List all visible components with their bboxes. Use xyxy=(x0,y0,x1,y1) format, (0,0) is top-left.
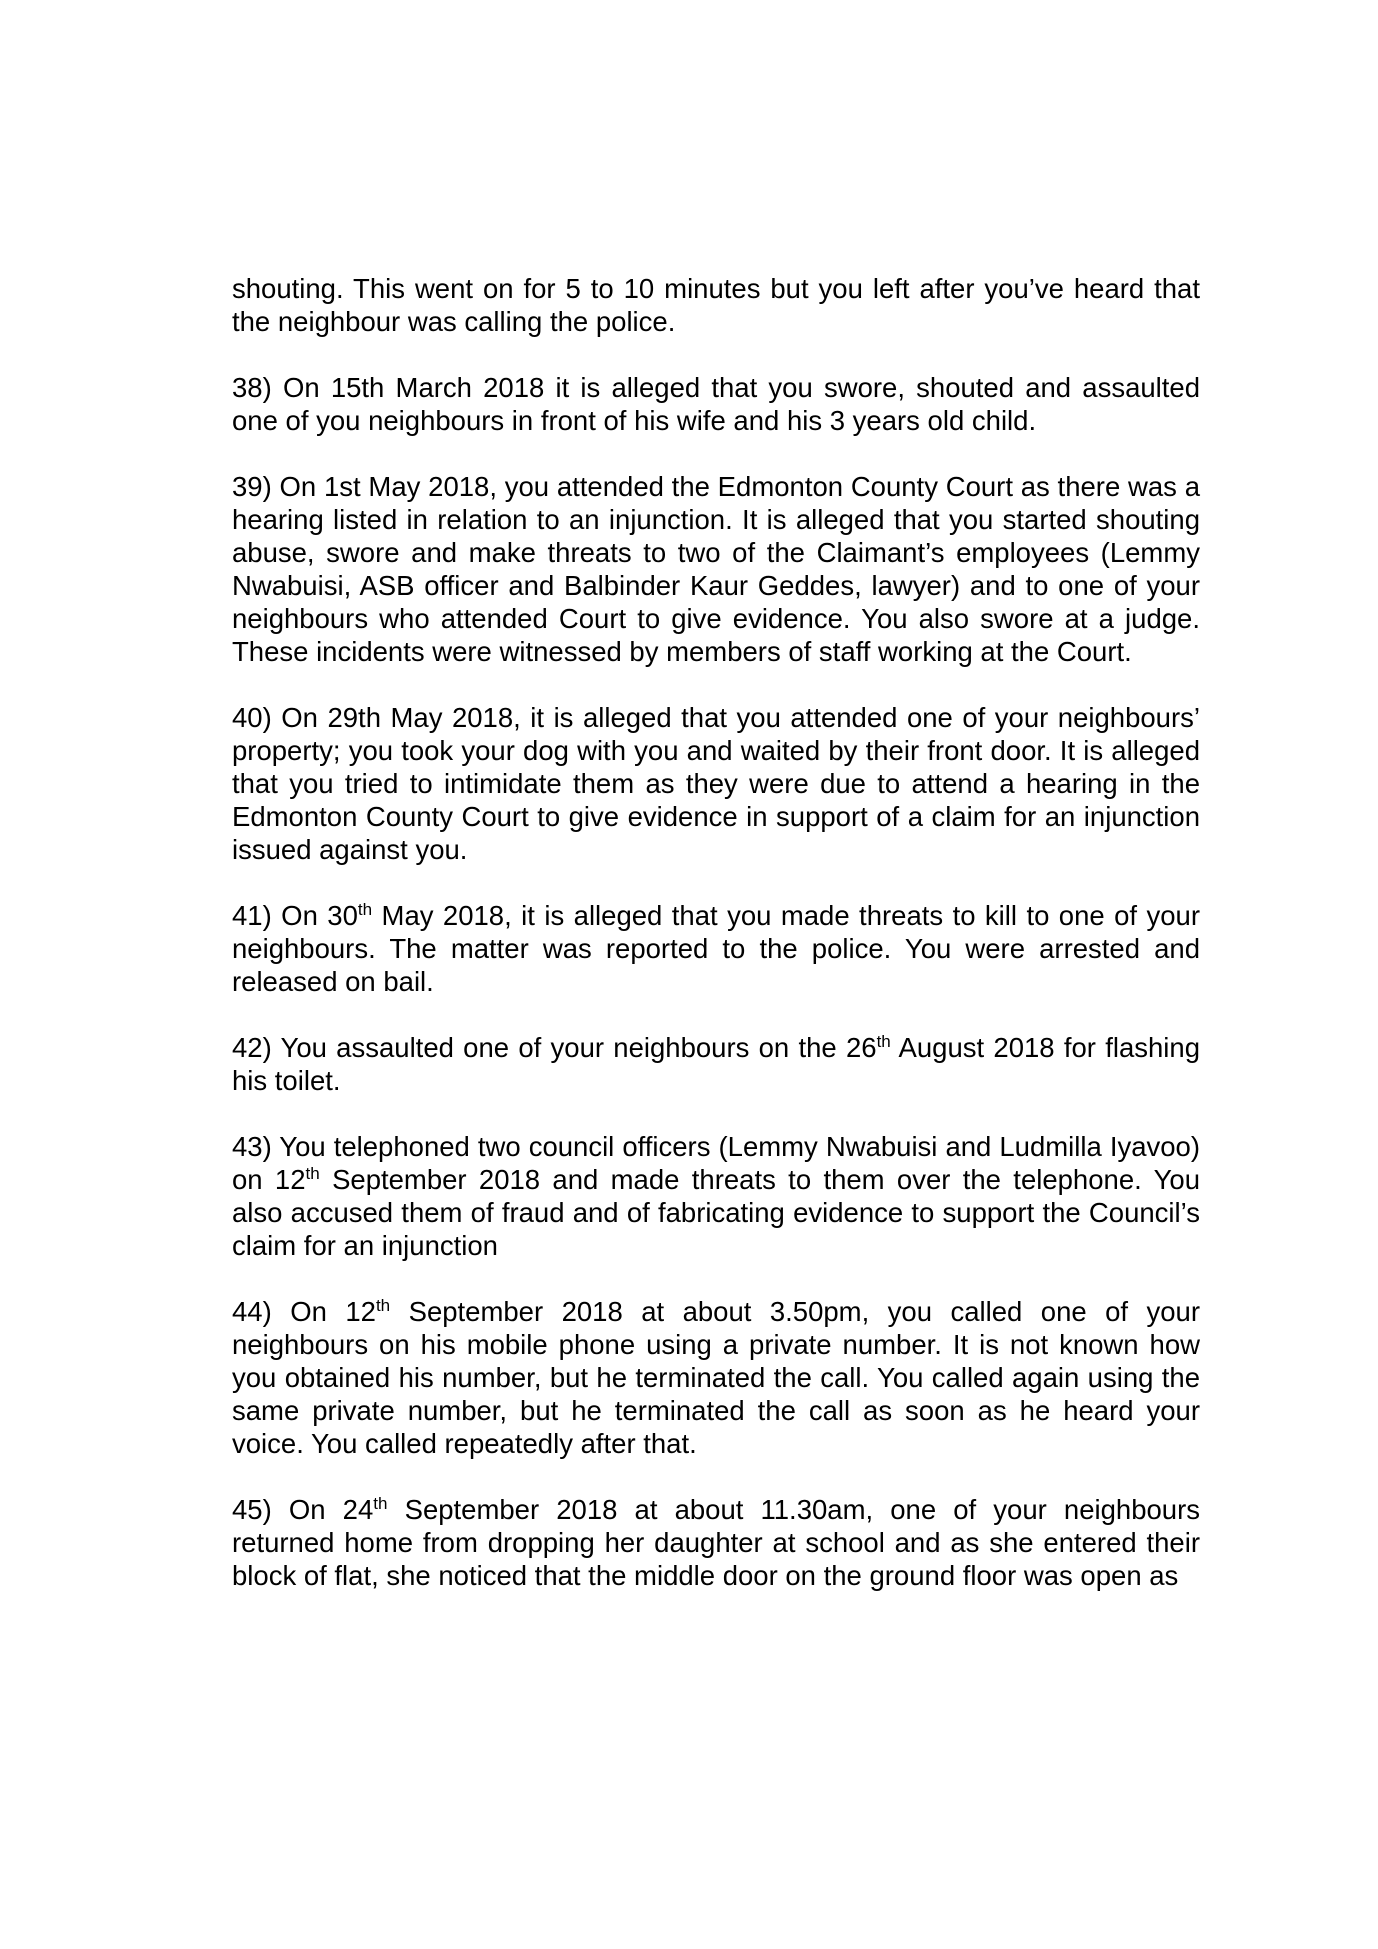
paragraph-41: 41) On 30th May 2018, it is alleged that you made threats to kill to one of your neighbours. The matter was reported to the police. You were arrested and released on bail. xyxy=(232,899,1200,997)
paragraph-45: 45) On 24th September 2018 at about 11.30am, one of your neighbours returned home from dropping her daughter at school and as she entered their block of flat, she noticed that the middle door on the ground floor was open as xyxy=(232,1493,1200,1591)
paragraph-44: 44) On 12th September 2018 at about 3.50pm, you called one of your neighbours on his mobile phone using a private number. It is not known how you obtained his number, but he terminated the call. You called again using the same private number, but he terminated the call as soon as he heard your voice. You called repeatedly after that. xyxy=(232,1295,1200,1459)
paragraph-40: 40) On 29th May 2018, it is alleged that you attended one of your neighbours’ property; you took your dog with you and waited by their front door. It is alleged that you tried to intimidate them as they were due to attend a hearing in the Edmonton County Court to give evidence in support of a claim for an injunction issued against you. xyxy=(232,702,1200,865)
paragraph-42: 42) You assaulted one of your neighbours on the 26th August 2018 for flashing his toilet. xyxy=(232,1031,1200,1096)
paragraph-continuation: shouting. This went on for 5 to 10 minutes but you left after you’ve heard that the neighbour was calling the police. xyxy=(232,273,1200,337)
document-text-block xyxy=(232,272,1200,1592)
paragraph-43: 43) You telephoned two council officers (Lemmy Nwabuisi and Ludmilla Iyavoo) on 12th September 2018 and made threats to them over the telephone. You also accused them of fraud and of fabricating evidence to support the Council’s claim for an injunction xyxy=(232,1131,1200,1261)
paragraph-39: 39) On 1st May 2018, you attended the Edmonton County Court as there was a hearing listed in relation to an injunction. It is alleged that you started shouting abuse, swore and make threats to two of the Claimant’s employees (Lemmy Nwabuisi, ASB officer and Balbinder Kaur Geddes, lawyer) and to one of your neighbours who attended Court to give evidence. You also swore at a judge. These incidents were witnessed by members of staff working at the Court. xyxy=(232,471,1200,667)
paragraph-38: 38) On 15th March 2018 it is alleged that you swore, shouted and assaulted one of you neighbours in front of his wife and his 3 years old child. xyxy=(232,372,1200,436)
